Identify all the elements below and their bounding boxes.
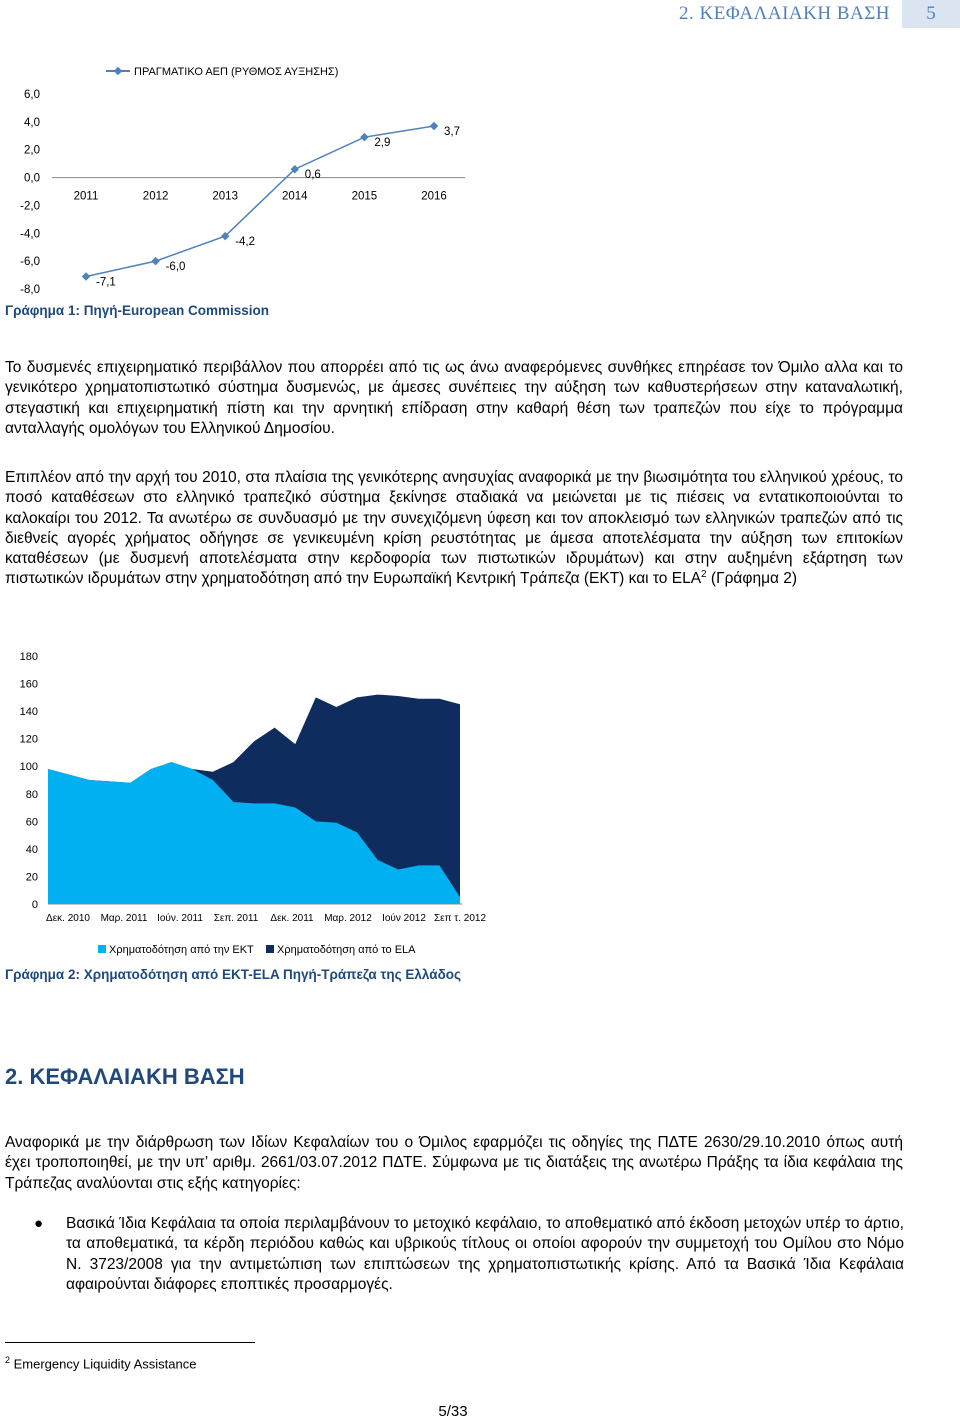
x-tick-label: 2012 <box>142 190 169 203</box>
y-tick-label: 120 <box>19 733 38 746</box>
funding-area-chart <box>0 640 520 970</box>
y-tick-label: -4,0 <box>20 228 40 241</box>
page-footer-number: 5/33 <box>438 1403 468 1420</box>
data-label: 3,7 <box>444 126 460 139</box>
x-tick-label: 2015 <box>351 190 378 203</box>
y-tick-label: 20 <box>25 871 38 884</box>
y-tick-label: -2,0 <box>20 200 40 213</box>
y-tick-label: -8,0 <box>20 284 40 296</box>
data-label: 0,6 <box>304 169 321 182</box>
x-tick-label: Μαρ. 2011 <box>100 913 148 924</box>
y-tick-label: 140 <box>19 706 38 719</box>
data-point <box>360 133 368 141</box>
data-point <box>82 272 90 280</box>
x-tick-label: 2014 <box>282 190 308 203</box>
chart2-x-ticks <box>46 912 486 924</box>
x-tick-label: Ιούν 2012 <box>382 913 426 924</box>
footnote-mark: 2 <box>5 1355 11 1365</box>
chart2-caption: Γράφημα 2: Χρηματοδότηση από ΕΚΤ-ELA Πηγή-Τράπεζα της Ελλάδος <box>5 967 462 982</box>
data-label: 2,9 <box>374 137 391 150</box>
legend-label-ecb: Χρηματοδότηση από την ΕΚΤ <box>109 944 254 956</box>
y-tick-label: -6,0 <box>20 256 40 269</box>
y-tick-label: 4,0 <box>24 116 40 129</box>
x-tick-label: Ιούν. 2011 <box>157 913 203 924</box>
data-label: -6,0 <box>165 261 186 274</box>
gdp-line-chart <box>0 52 480 297</box>
paragraph-2-end: (Γράφημα 2) <box>706 570 798 588</box>
x-tick-label: Δεκ. 2010 <box>46 913 90 924</box>
chart1-x-ticks <box>74 191 447 203</box>
y-tick-label: 80 <box>25 788 38 801</box>
y-tick-label: 160 <box>19 678 38 691</box>
data-point <box>430 122 438 130</box>
y-tick-label: 40 <box>25 843 38 856</box>
header-title: 2. ΚΕΦΑΛΑΙΑΚΗ ΒΑΣΗ <box>679 3 890 24</box>
paragraph-2-text: Επιπλέον από την αρχή του 2010, στα πλαίσια της γενικότερης ανησυχίας αναφορικά με την βιωσιμότητα του ελληνικού χρέους, το ποσό καταθέσεων στο ελληνικό τραπεζικό σύστημα ξεκίνησε σταδιακά να μειώνεται με τις πιέσεις να εντατικοποιούνται το καλοκαίρι του 2012. Τα ανωτέρω σε συνδυασμό με την συνεχιζόμενη ύφεση και τον αποκλεισμό των ελληνικών τραπεζών από τις διεθνείς αγορές χρήματος οδήγησε σε γενικευμένη κρίση ρευστότητας με άμεσα αποτελέσματα την αύξηση των επιτοκίων καταθέσεων (με δυσμενή αποτελέσματα στην κερδοφορία των πιστωτικών ιδρυμάτων) και στην αυξημένη εξάρτηση των πιστωτικών ιδρυμάτων στην χρηματοδότηση από την Ευρωπαϊκή Κεντρική Τράπεζα (ΕΚΤ) και το ELA <box>5 469 903 588</box>
y-tick-label: 100 <box>19 761 38 774</box>
legend-diamond-marker <box>114 67 122 75</box>
page-header <box>679 0 960 28</box>
bullet-item: Βασικά Ίδια Κεφάλαια τα οποία περιλαμβάνουν το μετοχικό κεφάλαιο, το αποθεματικό από έκδοση μετοχών υπέρ το άρτιο, τα αποθεματικά, τα κέρδη περιόδου καθώς και υβρικούς τίτλους οι οποίοι αφορούν την συμμετοχή του Ομίλου στο Νόμο Ν. 3723/2008 για την αντιμετώπιση των επιπτώσεων της χρηματοπιστωτικής κρίσης. Από τα Βασικά Ίδια Κεφάλαια αφαιρούνται διάφορες εποπτικές προσαρμογές. <box>66 1215 904 1293</box>
chart2-legend <box>98 944 416 956</box>
section-heading: 2. ΚΕΦΑΛΑΙΑΚΗ ΒΑΣΗ <box>5 1064 245 1089</box>
bullet-icon: ● <box>34 1215 44 1232</box>
y-tick-label: 6,0 <box>24 89 40 101</box>
x-tick-label: Δεκ. 2011 <box>270 913 314 924</box>
chart1-caption: Γράφημα 1: Πηγή-European Commission <box>5 303 270 318</box>
y-tick-label: 180 <box>19 651 38 663</box>
chart1-legend <box>106 66 338 78</box>
legend-label: ΠΡΑΓΜΑΤΙΚΟ ΑΕΠ (ΡΥΘΜΟΣ ΑΥΞΗΣΗΣ) <box>134 66 339 78</box>
y-tick-label: 2,0 <box>24 144 40 157</box>
data-label: -7,1 <box>96 276 116 289</box>
paragraph-2 <box>5 468 903 590</box>
chart1-y-axis <box>20 89 40 296</box>
x-tick-label: 2011 <box>73 190 99 203</box>
y-tick-label: 0 <box>31 899 38 911</box>
x-tick-label: Σεπ τ. 2012 <box>433 913 487 924</box>
footnote-divider <box>5 1342 255 1343</box>
footnote <box>5 1355 196 1371</box>
footnote-ref: 2 <box>701 569 707 581</box>
data-point <box>151 257 159 265</box>
header-page-number: 5 <box>902 0 960 28</box>
y-tick-label: 60 <box>25 816 38 829</box>
page-footer <box>0 1403 960 1420</box>
chart2-y-axis <box>20 651 38 911</box>
legend-swatch-ecb <box>98 945 106 953</box>
x-tick-label: 2013 <box>212 190 238 203</box>
gdp-data-labels <box>96 126 460 288</box>
paragraph-1: Το δυσμενές επιχειρηματικό περιβάλλον που απορρέει από τις ως άνω αναφερόμενες συνθήκες επηρέασε τον Όμιλο αλλα και το γενικότερο χρηματοπιστωτικό σύστημα δυσμενώς, με άμεσες συνέπειες την αύξηση των καθυστερήσεων στην καταναλωτική, στεγαστική και επιχειρηματική πίστη και την αρνητική επίδραση στην καθαρή θέση των τραπεζών που είχε το πρόγραμμα ανταλλαγής ομολόγων του Ελληνικού Δημοσίου. <box>5 359 903 437</box>
x-tick-label: Σεπ. 2011 <box>213 913 259 924</box>
x-tick-label: Μαρ. 2012 <box>324 913 372 924</box>
legend-swatch-ela <box>266 945 274 953</box>
legend-label-ela: Χρηματοδότηση από το ELA <box>277 944 416 956</box>
footnote-text: Emergency Liquidity Assistance <box>10 1356 197 1372</box>
data-label: -4,2 <box>235 236 256 249</box>
x-tick-label: 2016 <box>421 190 447 203</box>
paragraph-3: Αναφορικά με την διάρθρωση των Ιδίων Κεφαλαίων του ο Όμιλος εφαρμόζει τις οδηγίες της ΠΔΤΕ 2630/29.10.2010 όπως αυτή έχει τροποποιηθεί, με την υπ’ αριθμ. 2661/03.07.2012 ΠΔΤΕ. Σύμφωνα με τις διατάξεις της ανωτέρω Πράξης τα ίδια κεφάλαια της Τράπεζας αναλύονται στις εξής κατηγορίες: <box>5 1134 903 1192</box>
y-tick-label: 0,0 <box>24 172 40 185</box>
